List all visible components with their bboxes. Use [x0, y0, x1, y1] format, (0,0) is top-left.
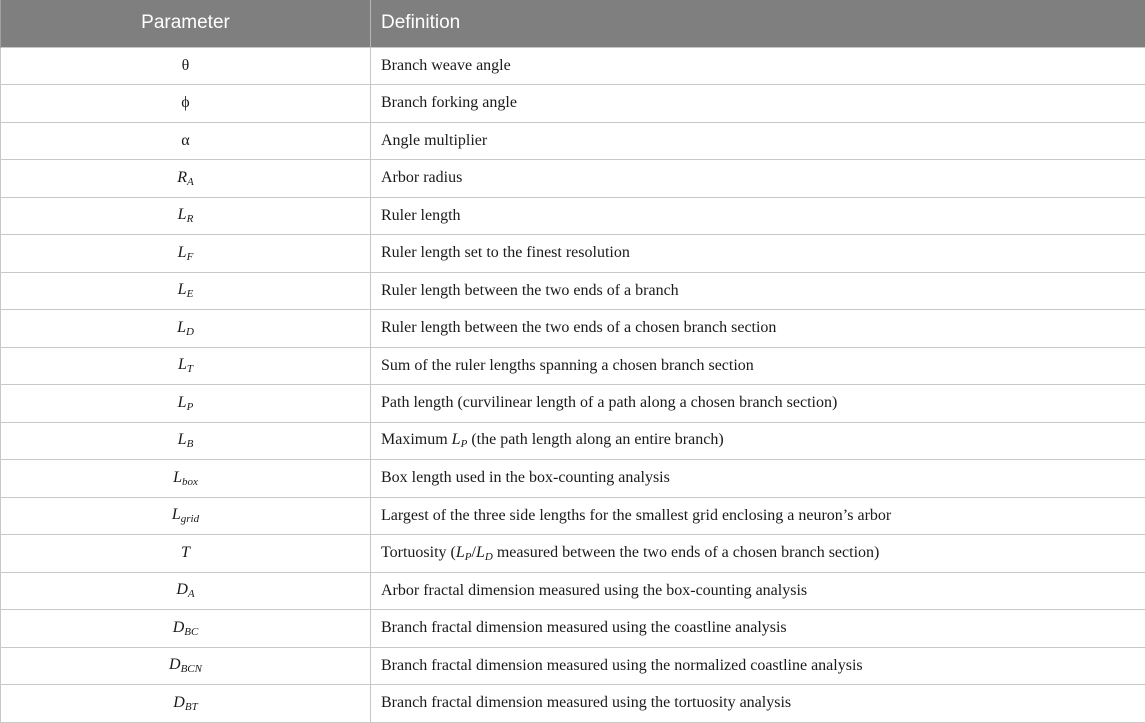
symbol-glyph: θ [182, 57, 190, 74]
header-parameter: Parameter [1, 0, 371, 47]
table-row [1, 610, 1145, 648]
symbol-variable: D [176, 581, 188, 598]
table-row [1, 535, 1145, 573]
parameter-symbol [1, 385, 371, 423]
parameter-symbol [1, 310, 371, 348]
definition-cell: Ruler length set to the finest resolution [371, 235, 1145, 273]
table-row [1, 347, 1145, 385]
inline-variable: L [456, 544, 465, 561]
parameter-symbol [1, 535, 371, 573]
parameter-symbol [1, 160, 371, 198]
table-row [1, 160, 1145, 198]
definition-cell: Ruler length between the two ends of a chosen branch section [371, 310, 1145, 348]
definition-cell: Path length (curvilinear length of a path along a chosen branch section) [371, 385, 1145, 423]
definition-cell: Ruler length [371, 197, 1145, 235]
table-row [1, 310, 1145, 348]
definition-cell: Arbor radius [371, 160, 1145, 198]
symbol-glyph: ϕ [181, 94, 189, 111]
symbol-variable: L [173, 469, 182, 486]
parameter-symbol [1, 610, 371, 648]
definition-cell: Branch fractal dimension measured using the coastline analysis [371, 610, 1145, 648]
definition-cell [371, 422, 1145, 460]
symbol-variable: L [172, 506, 181, 523]
symbol-subscript: grid [181, 513, 199, 525]
definition-cell: Branch fractal dimension measured using the tortuosity analysis [371, 685, 1145, 723]
symbol-subscript: BT [185, 701, 198, 713]
table-row [1, 460, 1145, 498]
table-row [1, 572, 1145, 610]
parameter-symbol [1, 647, 371, 685]
definition-cell: Box length used in the box-counting analysis [371, 460, 1145, 498]
parameter-symbol [1, 347, 371, 385]
symbol-subscript: A [188, 588, 195, 600]
inline-variable: L [452, 431, 461, 448]
symbol-variable: R [177, 169, 187, 186]
header-definition: Definition [371, 0, 1145, 47]
symbol-glyph: α [181, 132, 189, 149]
symbol-subscript: F [187, 251, 194, 263]
symbol-subscript: box [182, 476, 198, 488]
symbol-variable: L [178, 356, 187, 373]
symbol-variable: L [178, 206, 187, 223]
table-row [1, 685, 1145, 723]
definition-cell: Largest of the three side lengths for the smallest grid enclosing a neuron’s arbor [371, 497, 1145, 535]
inline-subscript: D [485, 551, 493, 563]
inline-variable: L [476, 544, 485, 561]
table-row [1, 422, 1145, 460]
symbol-variable: L [178, 244, 187, 261]
table-row [1, 47, 1145, 85]
parameter-symbol [1, 197, 371, 235]
parameter-symbol [1, 47, 371, 85]
symbol-variable: D [173, 694, 185, 711]
table-row [1, 122, 1145, 160]
definition-cell: Branch forking angle [371, 85, 1145, 123]
symbol-subscript: A [187, 176, 194, 188]
definition-text: Maximum [381, 431, 452, 448]
symbol-variable: D [173, 619, 185, 636]
symbol-subscript: BC [184, 626, 198, 638]
definition-cell: Sum of the ruler lengths spanning a chosen branch section [371, 347, 1145, 385]
symbol-subscript: D [186, 326, 194, 338]
symbol-subscript: R [187, 213, 194, 225]
parameter-symbol [1, 422, 371, 460]
table-row [1, 647, 1145, 685]
symbol-subscript: BCN [181, 663, 202, 675]
inline-slash: / [472, 544, 476, 561]
symbol-subscript: E [187, 288, 194, 300]
definition-cell [371, 535, 1145, 573]
definition-cell: Branch weave angle [371, 47, 1145, 85]
inline-subscript: P [461, 438, 468, 450]
definition-cell: Branch fractal dimension measured using the normalized coastline analysis [371, 647, 1145, 685]
definition-cell: Ruler length between the two ends of a branch [371, 272, 1145, 310]
table-row [1, 85, 1145, 123]
table-row [1, 235, 1145, 273]
table-header-row [1, 0, 1145, 47]
table-row [1, 197, 1145, 235]
symbol-subscript: P [187, 401, 194, 413]
symbol-subscript: T [187, 363, 193, 375]
definition-text: measured between the two ends of a chosen branch section) [493, 544, 880, 561]
symbol-variable: L [178, 281, 187, 298]
definition-text: Tortuosity ( [381, 544, 456, 561]
symbol-variable: T [181, 544, 190, 561]
parameter-symbol [1, 272, 371, 310]
inline-subscript: P [465, 551, 472, 563]
parameter-symbol [1, 85, 371, 123]
parameter-symbol [1, 685, 371, 723]
table-row [1, 497, 1145, 535]
parameter-symbol [1, 497, 371, 535]
symbol-variable: L [177, 319, 186, 336]
definition-cell: Arbor fractal dimension measured using the box-counting analysis [371, 572, 1145, 610]
parameter-symbol [1, 460, 371, 498]
parameter-symbol [1, 122, 371, 160]
definition-cell: Angle multiplier [371, 122, 1145, 160]
definition-text: (the path length along an entire branch) [467, 431, 723, 448]
symbol-variable: L [178, 394, 187, 411]
table-row [1, 385, 1145, 423]
table-row [1, 272, 1145, 310]
parameter-symbol [1, 572, 371, 610]
symbol-subscript: B [187, 438, 194, 450]
symbol-variable: D [169, 656, 181, 673]
parameter-symbol [1, 235, 371, 273]
symbol-variable: L [178, 431, 187, 448]
